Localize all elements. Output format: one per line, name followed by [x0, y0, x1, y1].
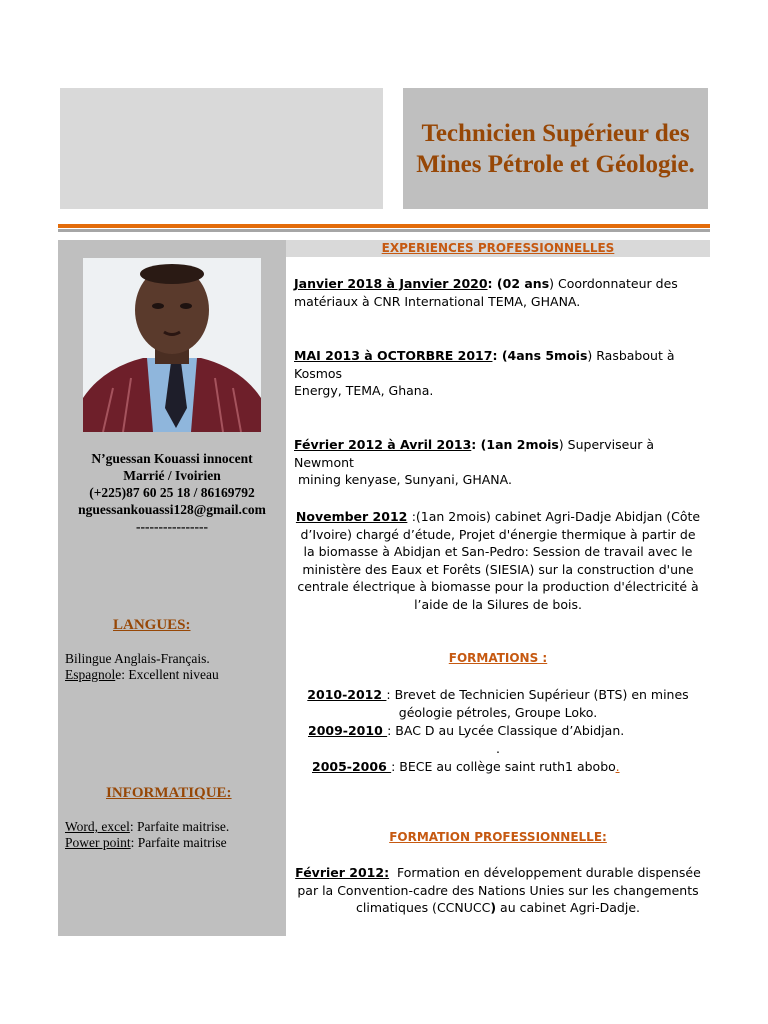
formation-item: 2005-2006 : BECE au collège saint ruth1 abobo.: [312, 759, 620, 774]
portrait-illustration: [83, 258, 261, 432]
language-line-2: Espagnole: Excellent niveau: [65, 667, 219, 682]
experiences-heading-bar: [286, 240, 710, 257]
formation-item: 2010-2012 : Brevet de Technicien Supérieur (BTS) en mines géologie pétroles, Groupe Loko.: [307, 687, 689, 720]
it-skill-1: Word, excel: Parfaite maitrise.: [65, 819, 230, 834]
experience-item: MAI 2013 à OCTORBRE 2017: (4ans 5mois) Rasbabout à Kosmos Energy, TEMA, Ghana.: [294, 348, 675, 398]
grey-divider: [58, 229, 710, 232]
person-name: N’guessan Kouassi innocent: [91, 451, 253, 466]
formation-pro-item: Février 2012: Formation en développement durable dispensée par la Convention-cadre des Nations Unies sur les changements climatiques (CCNUCC) au cabinet Agri-Dadje.: [295, 865, 701, 915]
header-left-panel: [60, 88, 383, 209]
experience-item: November 2012 :(1an 2mois) cabinet Agri-Dadje Abidjan (Côte d’Ivoire) chargé d’étude, Projet d'énergie thermique à partir de la biomasse à Abidjan et San-Pedro: Session de travail avec le ministère des Eaux et Forêts (SIESIA) sur la construction d'une centrale électrique à biomasse pour la production d'électricité à l’aide de la Silures de bois.: [295, 509, 701, 612]
it-heading: INFORMATIQUE:: [106, 785, 232, 801]
experience-item: Février 2012 à Avril 2013: (1an 2mois) Superviseur à Newmont mining kenyase, Sunyani, GHANA.: [294, 437, 655, 487]
profile-photo: [83, 258, 261, 432]
language-line-1: Bilingue Anglais-Français.: [65, 651, 210, 666]
marital-status: Marrié / Ivoirien: [123, 468, 221, 483]
formations-heading: FORMATIONS :: [448, 651, 548, 665]
identity-block: [58, 450, 286, 535]
orange-divider: [58, 224, 710, 228]
formation-dot: .: [496, 741, 500, 756]
formation-item: 2009-2010 : BAC D au Lycée Classique d’Abidjan.: [308, 723, 625, 738]
separator-line: ----------------: [136, 519, 208, 534]
email-address[interactable]: nguessankouassi128@gmail.com: [78, 502, 266, 517]
languages-heading: LANGUES:: [113, 617, 191, 633]
phone-numbers: (+225)87 60 25 18 / 86169792: [89, 485, 255, 500]
job-title: Technicien Supérieur des Mines Pétrole et Géologie.: [416, 119, 695, 178]
experiences-heading: EXPERIENCES PROFESSIONNELLES: [381, 241, 615, 255]
header-title-panel: [403, 88, 708, 209]
formation-pro-heading: FORMATION PROFESSIONNELLE:: [389, 830, 607, 844]
experience-item: Janvier 2018 à Janvier 2020: (02 ans) Coordonnateur des matériaux à CNR International TEMA, GHANA.: [294, 276, 678, 309]
it-skill-2: Power point: Parfaite maitrise: [65, 835, 227, 850]
